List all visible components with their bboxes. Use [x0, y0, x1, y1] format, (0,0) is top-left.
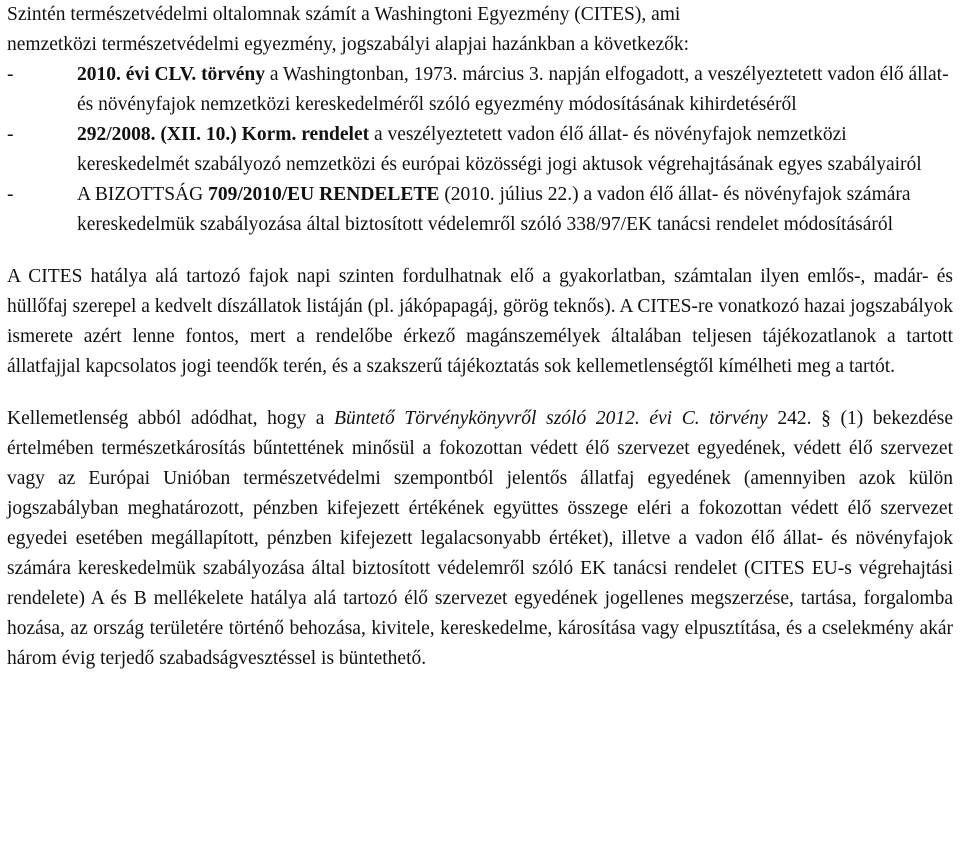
law-description: (2010. július 22.) a vadon élő állat- és növényfajok számára kereskedelmük szabályozása által biztosított védelemről szóló 338/97/EK tanácsi rendelet módosításáról — [77, 184, 911, 235]
criminal-code-title: Büntető Törvénykönyvről szóló 2012. évi C. törvény — [334, 408, 768, 429]
intro-line-2: nemzetközi természetvédelmi egyezmény, jogszabályi alapjai hazánkban a következők: — [7, 34, 690, 55]
list-dash: - — [7, 184, 14, 205]
law-title: 2010. évi CLV. törvény — [77, 64, 265, 85]
criminal-code-paragraph — [7, 404, 953, 674]
law-item-eu-regulation — [7, 180, 953, 240]
criminal-code-intro: Kellemetlenség abból adódhat, hogy a — [7, 408, 335, 429]
law-title: 709/2010/EU RENDELETE — [208, 184, 440, 205]
criminal-code-body: 242. § (1) bekezdése értelmében természetkárosítás bűntettének minősül a fokozottan védett élő szervezet egyedének, védett élő szervezet vagy az Európai Unióban természetvédelmi szempontból jelentős állatfaj egyedének (amennyiben azok külön jogszabályban meghatározott, pénzben kifejezett értékének együttes összege eléri a fokozottan védett élő szervezet egyedei esetében megállapított, pénzben kifejezett legalacsonyabb értéket), illetve a vadon élő állat- és növényfajok számára kereskedelmük szabályozása által biztosított védelemről szóló EK tanácsi rendelet (CITES EU-s végrehajtási rendelete) A és B mellékelete hatálya alá tartozó élő szervezet egyedének jogellenes megszerzése, tartása, forgalomba hozása, az ország területére történő behozása, kivitele, kereskedelme, károsítása vagy elpusztítása, és a cselekmény akár három évig terjedő szabadságvesztéssel is büntethető. — [7, 408, 953, 669]
list-dash: - — [7, 124, 14, 145]
law-item-cites-act — [7, 60, 953, 120]
law-item-government-decree — [7, 120, 953, 180]
list-dash: - — [7, 64, 14, 85]
law-list — [7, 60, 953, 240]
law-description: a veszélyeztetett vadon élő állat- és növényfajok nemzetközi kereskedelmét szabályozó nemzetközi és európai közösségi jogi aktusok végrehajtásának egyes szabályairól — [77, 124, 922, 175]
cites-practice-paragraph: A CITES hatálya alá tartozó fajok napi szinten fordulhatnak elő a gyakorlatban, számtalan ilyen emlős-, madár- és hüllőfaj szerepel a kedvelt díszállatok listáján (pl. jákópapagáj, görög teknős). A CITES-re vonatkozó hazai jogszabályok ismerete azért lenne fontos, mert a rendelőbe érkező magánszemélyek általában teljesen tájékozatlanok a tartott állatfajjal kapcsolatos jogi teendők terén, és a szakszerű tájékoztatás sok kellemetlenségtől kímélheti meg a tartót. — [7, 266, 953, 377]
law-prefix: A BIZOTTSÁG — [77, 184, 209, 205]
intro-line-1: Szintén természetvédelmi oltalomnak számít a Washingtoni Egyezmény (CITES), ami — [7, 4, 681, 25]
intro-paragraph — [7, 0, 953, 60]
law-title: 292/2008. (XII. 10.) Korm. rendelet — [77, 124, 370, 145]
document-page — [7, 0, 953, 674]
law-description: a Washingtonban, 1973. március 3. napján elfogadott, a veszélyeztetett vadon élő állat- és növényfajok nemzetközi kereskedelméről szóló egyezmény módosításának kihirdetéséről — [77, 64, 949, 115]
